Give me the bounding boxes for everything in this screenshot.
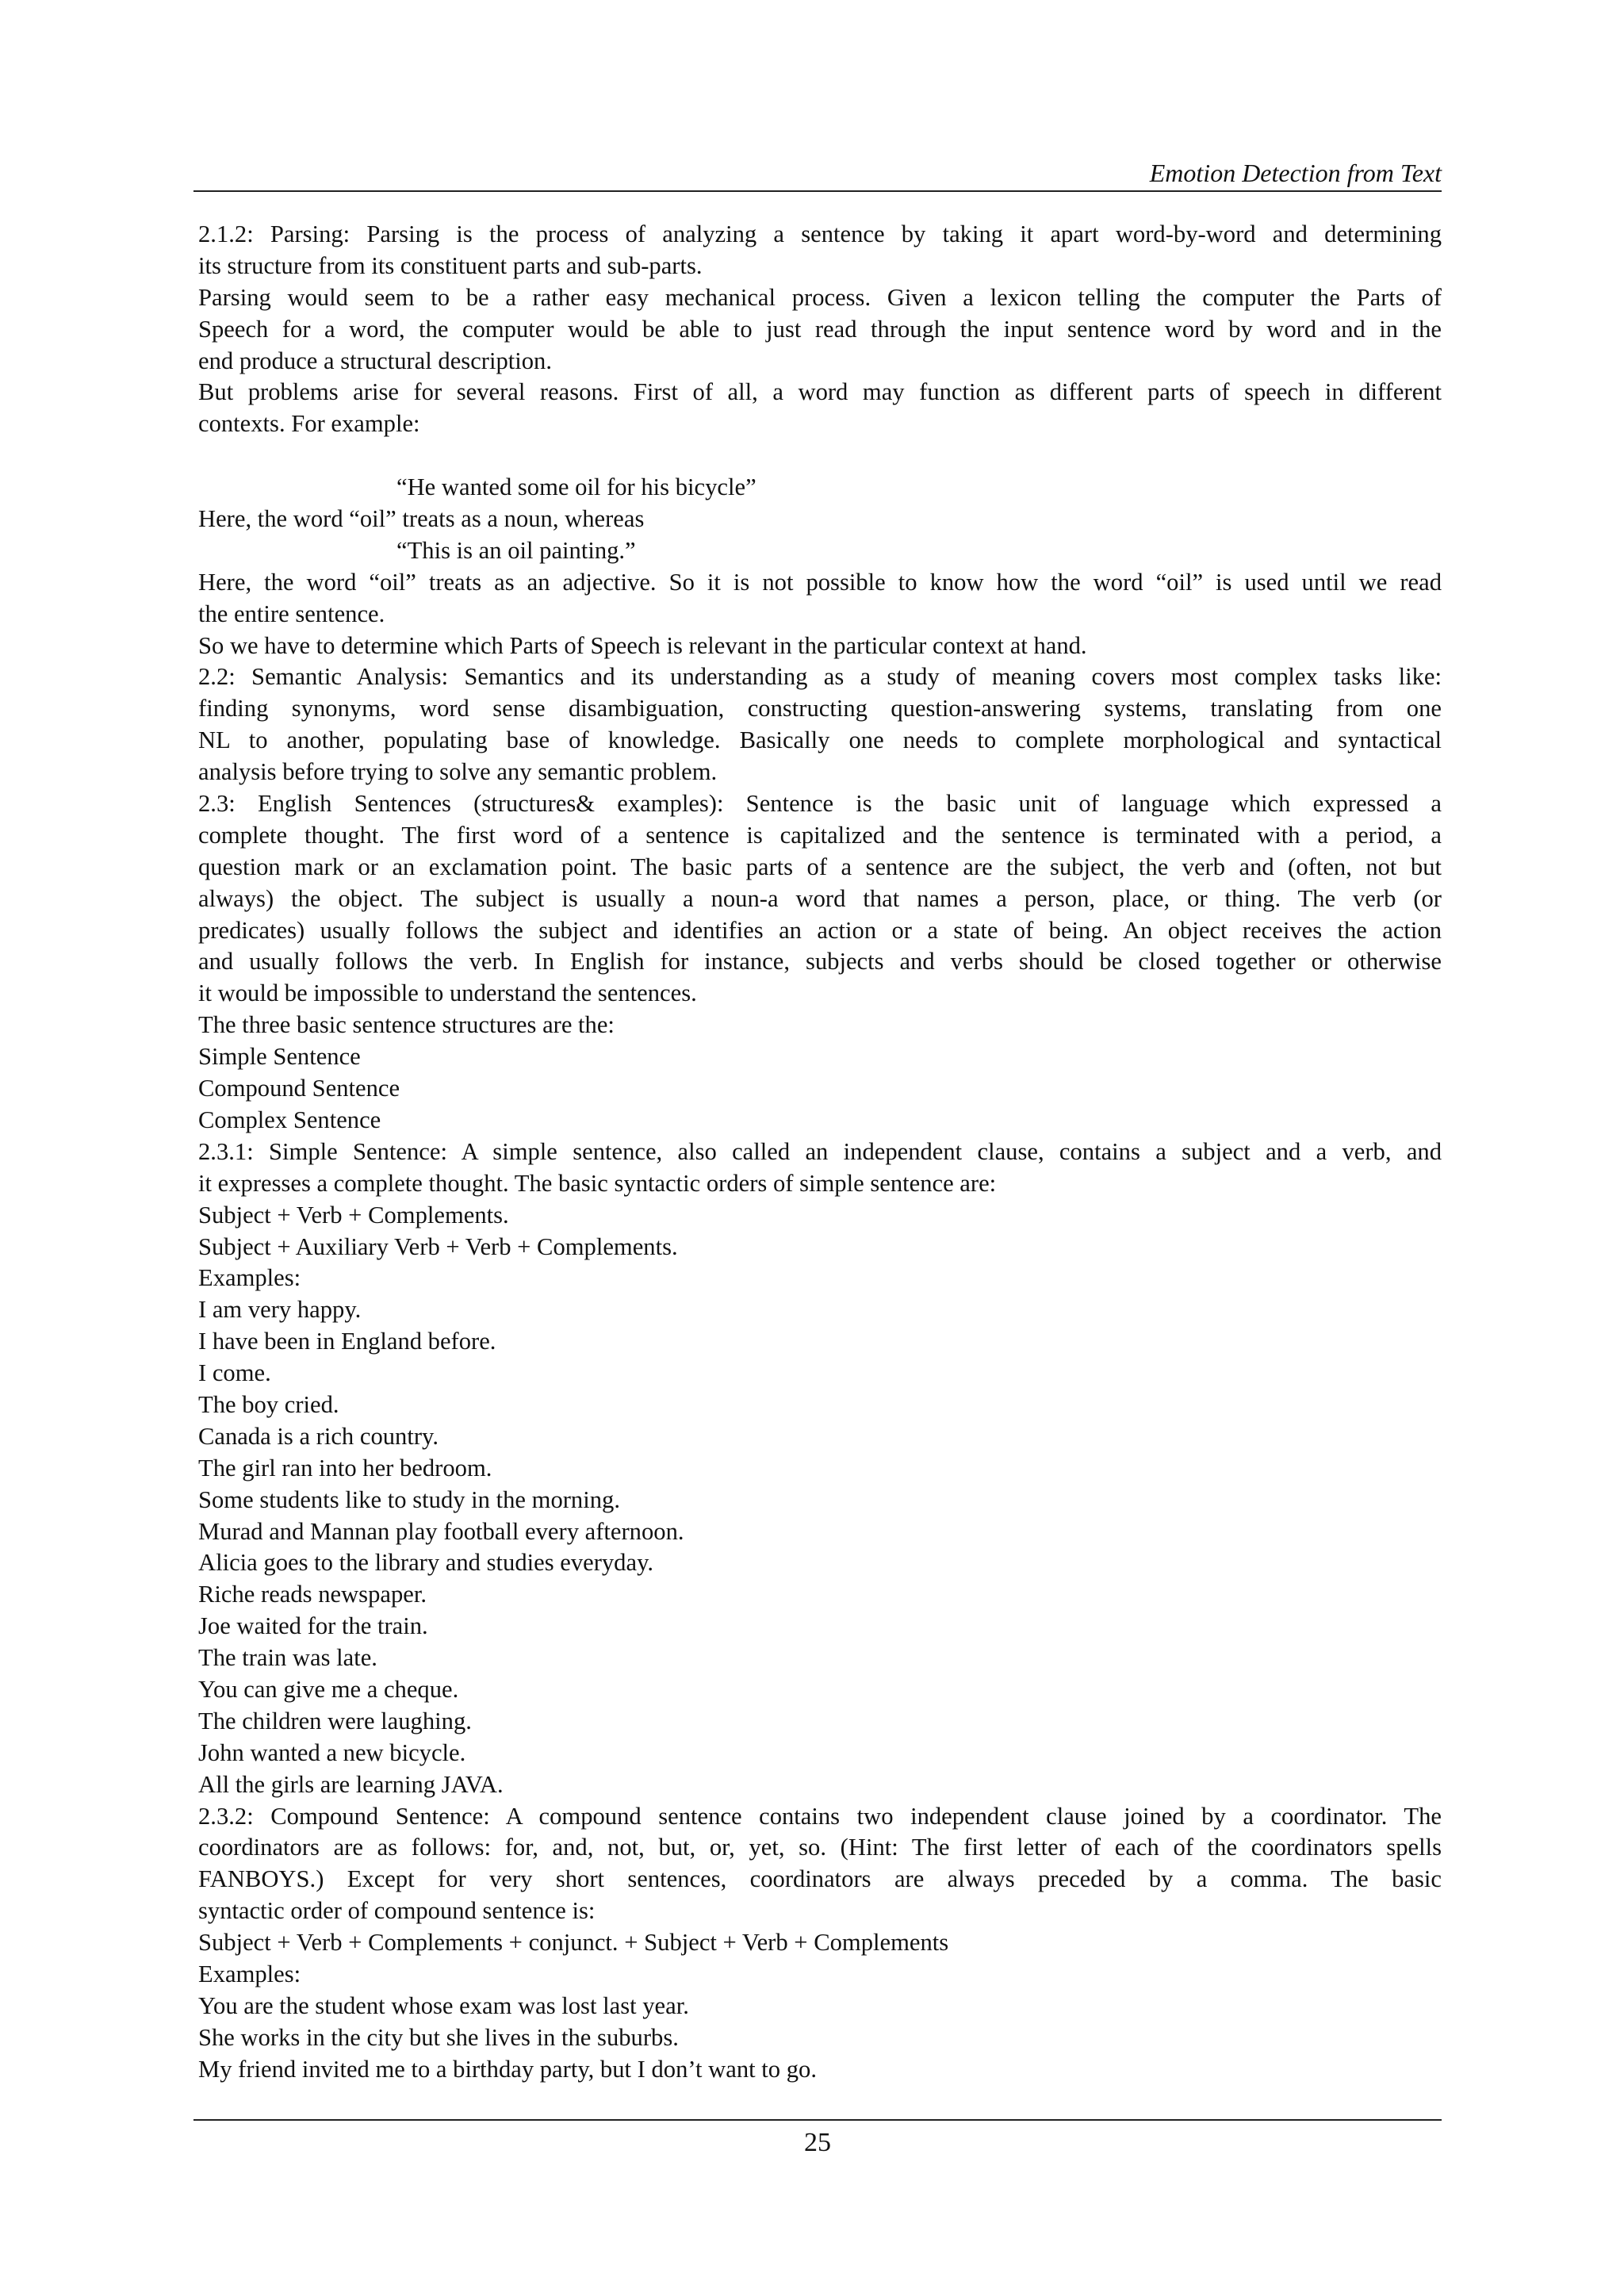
- blank-line: [198, 440, 1442, 472]
- text-line: Simple Sentence: [198, 1043, 361, 1071]
- text-line: Compound Sentence: [198, 1075, 400, 1102]
- body-text: [198, 219, 1442, 2086]
- text-line: always) the object. The subject is usually a noun-a word that names a person, place, or thing. The verb (or: [198, 884, 1442, 912]
- text-line: 2.3.1: Simple Sentence: A simple sentence, also called an independent clause, contains a subject and a verb, and: [198, 1137, 1442, 1165]
- text-line: “This is an oil painting.”: [396, 536, 636, 564]
- text-line: Subject + Verb + Complements + conjunct. + Subject + Verb + Complements: [198, 1929, 949, 1957]
- text-line: She works in the city but she lives in the suburbs.: [198, 2023, 679, 2051]
- text-line: its structure from its constituent parts and sub-parts.: [198, 251, 703, 279]
- running-header: Emotion Detection from Text: [1149, 159, 1442, 187]
- text-line: So we have to determine which Parts of Speech is relevant in the particular context at hand.: [198, 631, 1087, 659]
- text-line: the entire sentence.: [198, 600, 385, 627]
- text-line: FANBOYS.) Except for very short sentences, coordinators are always preceded by a comma. The basic: [198, 1865, 1442, 1893]
- text-line: All the girls are learning JAVA.: [198, 1770, 504, 1798]
- page-number: 25: [804, 2128, 831, 2157]
- text-line: John wanted a new bicycle.: [198, 1738, 466, 1766]
- text-line: Subject + Verb + Complements.: [198, 1201, 509, 1228]
- text-line: 2.2: Semantic Analysis: Semantics and its understanding as a study of meaning covers most complex tasks like:: [198, 663, 1442, 691]
- text-line: My friend invited me to a birthday party, but I don’t want to go.: [198, 2055, 817, 2083]
- text-line: 2.3.2: Compound Sentence: A compound sentence contains two independent clause joined by a coordinator. The: [198, 1802, 1442, 1830]
- text-line: Parsing would seem to be a rather easy mechanical process. Given a lexicon telling the computer the Parts of: [198, 283, 1442, 311]
- text-line: Riche reads newspaper.: [198, 1581, 427, 1608]
- text-line: The train was late.: [198, 1644, 377, 1672]
- text-line: You can give me a cheque.: [198, 1675, 459, 1703]
- text-line: Speech for a word, the computer would be able to just read through the input sentence word by word and in the: [198, 315, 1442, 343]
- text-line: question mark or an exclamation point. The basic parts of a sentence are the subject, the verb and (often, not but: [198, 853, 1442, 880]
- text-line: 2.3: English Sentences (structures& examples): Sentence is the basic unit of language which expressed a: [198, 790, 1442, 818]
- text-line: Complex Sentence: [198, 1106, 381, 1133]
- text-line: You are the student whose exam was lost last year.: [198, 1991, 689, 2019]
- text-line: NL to another, populating base of knowledge. Basically one needs to complete morphological and syntactical: [198, 726, 1442, 754]
- text-line: Some students like to study in the morning.: [198, 1485, 620, 1513]
- text-line: it would be impossible to understand the sentences.: [198, 979, 697, 1007]
- text-line: contexts. For example:: [198, 410, 420, 438]
- text-line: Murad and Mannan play football every afternoon.: [198, 1517, 684, 1545]
- text-line: I have been in England before.: [198, 1328, 496, 1355]
- text-line: it expresses a complete thought. The basic syntactic orders of simple sentence are:: [198, 1169, 997, 1197]
- text-line: Joe waited for the train.: [198, 1612, 428, 1640]
- text-line: analysis before trying to solve any semantic problem.: [198, 758, 718, 786]
- text-line: and usually follows the verb. In English for instance, subjects and verbs should be closed together or otherwise: [198, 948, 1442, 976]
- text-line: Here, the word “oil” treats as a noun, whereas: [198, 505, 645, 533]
- text-line: syntactic order of compound sentence is:: [198, 1897, 596, 1925]
- text-line: But problems arise for several reasons. First of all, a word may function as different parts of speech in different: [198, 378, 1442, 406]
- text-line: Here, the word “oil” treats as an adjective. So it is not possible to know how the word “oil” is used until we read: [198, 568, 1442, 596]
- text-line: end produce a structural description.: [198, 347, 552, 374]
- text-line: I am very happy.: [198, 1296, 362, 1324]
- text-line: The girl ran into her bedroom.: [198, 1454, 492, 1481]
- text-line: Alicia goes to the library and studies everyday.: [198, 1549, 654, 1577]
- text-line: Examples:: [198, 1960, 301, 1987]
- text-line: finding synonyms, word sense disambiguation, constructing question-answering systems, translating from one: [198, 695, 1442, 723]
- text-line: coordinators are as follows: for, and, not, but, or, yet, so. (Hint: The first letter of each of the coordinators spells: [198, 1834, 1442, 1861]
- text-line: predicates) usually follows the subject and identifies an action or a state of being. An object receives the action: [198, 916, 1442, 944]
- text-line: The three basic sentence structures are the:: [198, 1011, 615, 1039]
- text-line: Subject + Auxiliary Verb + Verb + Complements.: [198, 1232, 678, 1260]
- text-line: 2.1.2: Parsing: Parsing is the process of analyzing a sentence by taking it apart word-by-word and determining: [198, 220, 1442, 247]
- footer-rule: [193, 2119, 1442, 2121]
- text-line: I come.: [198, 1359, 271, 1387]
- text-line: The boy cried.: [198, 1390, 339, 1418]
- text-line: The children were laughing.: [198, 1707, 472, 1734]
- text-line: Canada is a rich country.: [198, 1422, 439, 1450]
- text-line: “He wanted some oil for his bicycle”: [396, 473, 756, 501]
- text-line: complete thought. The first word of a sentence is capitalized and the sentence is terminated with a period, a: [198, 821, 1442, 849]
- text-line: Examples:: [198, 1264, 301, 1292]
- header-rule: [193, 190, 1442, 192]
